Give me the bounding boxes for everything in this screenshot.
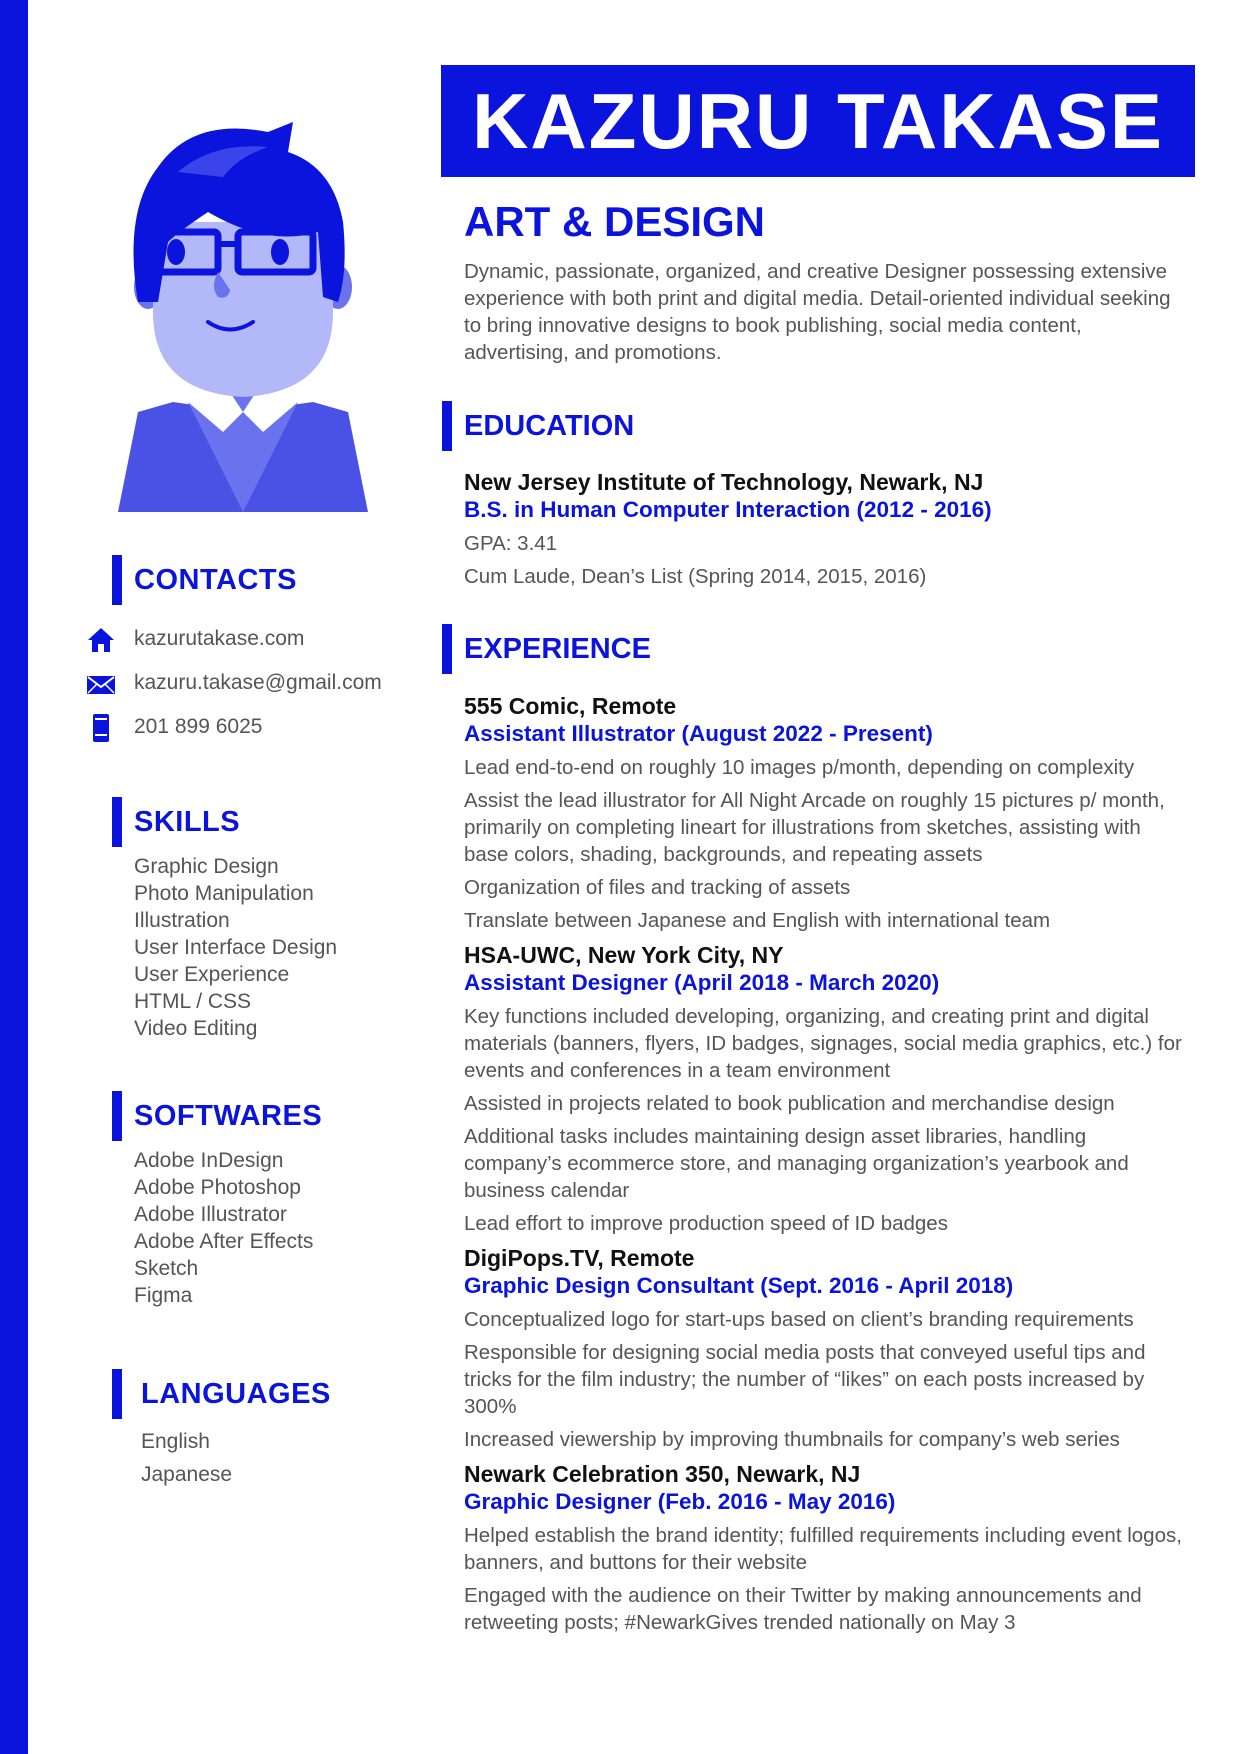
job-bullet: Organization of files and tracking of assets (464, 876, 851, 899)
software-item: Sketch (134, 1257, 199, 1280)
education-heading: EDUCATION (442, 401, 634, 451)
job-bullet: Responsible for designing social media posts that conveyed useful tips and tricks for the film industry; the number of “likes” on each posts increased by 300% (464, 1341, 1146, 1418)
job-bullet: Lead end-to-end on roughly 10 images p/month, depending on complexity (464, 756, 1135, 779)
softwares-heading: SOFTWARES (112, 1091, 322, 1141)
heading-bar (112, 1369, 122, 1419)
contacts-heading: CONTACTS (112, 555, 382, 605)
skill-item: User Interface Design (134, 936, 338, 959)
skill-item: Video Editing (134, 1017, 258, 1040)
language-item: English (141, 1430, 210, 1453)
job-bullet: Assist the lead illustrator for All Night Arcade on roughly 15 pictures p/ month, primarily on completing lineart for illustrations from sketches, assisting with base colors, shading, backgrounds, and repeating assets (464, 789, 1165, 866)
job-bullet: Additional tasks includes maintaining design asset libraries, handling company’s ecommerce store, and managing organization’s yearbook and business calendar (464, 1125, 1129, 1202)
skills-heading: SKILLS (112, 797, 337, 847)
job-role: Assistant Illustrator (August 2022 - Present) (464, 721, 933, 746)
contact-email[interactable]: kazuru.takase@gmail.com (112, 667, 382, 711)
skills-section (112, 797, 337, 1042)
honors: Cum Laude, Dean’s List (Spring 2014, 2015, 2016) (464, 565, 927, 588)
skill-item: Graphic Design (134, 855, 279, 878)
job-role: Graphic Design Consultant (Sept. 2016 - April 2018) (464, 1273, 1014, 1298)
avatar (118, 112, 368, 512)
contact-phone[interactable]: 201 899 6025 (112, 711, 382, 755)
softwares-section (112, 1091, 322, 1309)
language-item: Japanese (141, 1463, 233, 1486)
education-section (464, 468, 1184, 590)
software-item: Adobe Photoshop (134, 1176, 301, 1199)
job-bullet: Key functions included developing, organizing, and creating print and digital materials (banners, flyers, ID badges, signages, social media graphics, etc.) for events and conferences in a team environment (464, 1005, 1182, 1082)
experience-section (464, 692, 1184, 1643)
skill-item: Photo Manipulation (134, 882, 314, 905)
job-bullet: Helped establish the brand identity; fulfilled requirements including event logos, banners, and buttons for their website (464, 1524, 1182, 1574)
school-name: New Jersey Institute of Technology, Newark, NJ (464, 469, 984, 495)
job-org: Newark Celebration 350, Newark, NJ (464, 1461, 861, 1487)
heading-bar (442, 401, 452, 451)
heading-bar (112, 1091, 122, 1141)
job-bullet: Conceptualized logo for start-ups based on client’s branding requirements (464, 1308, 1134, 1331)
skill-item: User Experience (134, 963, 290, 986)
job-bullet: Assisted in projects related to book publication and merchandise design (464, 1092, 1115, 1115)
languages-heading: LANGUAGES (112, 1369, 331, 1419)
heading-bar (112, 797, 122, 847)
home-icon (86, 625, 116, 655)
job-role: Graphic Designer (Feb. 2016 - May 2016) (464, 1489, 896, 1514)
mail-icon (86, 669, 116, 699)
name-banner: KAZURU TAKASE (441, 65, 1195, 177)
software-item: Adobe After Effects (134, 1230, 314, 1253)
job-title: ART & DESIGN (464, 198, 766, 245)
job-entry (464, 1244, 1184, 1453)
experience-heading: EXPERIENCE (442, 624, 651, 674)
gpa: GPA: 3.41 (464, 532, 558, 555)
job-bullet: Lead effort to improve production speed of ID badges (464, 1212, 948, 1235)
heading-bar (112, 555, 122, 605)
job-org: HSA-UWC, New York City, NY (464, 942, 784, 968)
heading-bar (442, 624, 452, 674)
contact-website[interactable]: kazurutakase.com (112, 623, 382, 667)
job-entry (464, 692, 1184, 934)
job-entry (464, 1460, 1184, 1636)
left-accent-stripe (0, 0, 28, 1754)
software-item: Adobe Illustrator (134, 1203, 287, 1226)
job-bullet: Translate between Japanese and English with international team (464, 909, 1051, 932)
languages-section (112, 1369, 331, 1491)
contacts-section (112, 555, 382, 755)
degree: B.S. in Human Computer Interaction (2012 - 2016) (464, 497, 992, 522)
phone-icon (86, 713, 116, 743)
skill-item: HTML / CSS (134, 990, 252, 1013)
job-bullet: Engaged with the audience on their Twitter by making announcements and retweeting posts; #NewarkGives trended nationally on May 3 (464, 1584, 1142, 1634)
software-item: Adobe InDesign (134, 1149, 284, 1172)
job-entry (464, 941, 1184, 1237)
software-item: Figma (134, 1284, 193, 1307)
job-bullet: Increased viewership by improving thumbnails for company’s web series (464, 1428, 1120, 1451)
job-org: DigiPops.TV, Remote (464, 1245, 695, 1271)
job-org: 555 Comic, Remote (464, 693, 677, 719)
skill-item: Illustration (134, 909, 230, 932)
job-role: Assistant Designer (April 2018 - March 2020) (464, 970, 940, 995)
summary: Dynamic, passionate, organized, and creative Designer possessing extensive experience with both print and digital media. Detail-oriented individual seeking to bring innovative designs to book publishing, social media content, advertising, and promotions. (464, 260, 1171, 364)
